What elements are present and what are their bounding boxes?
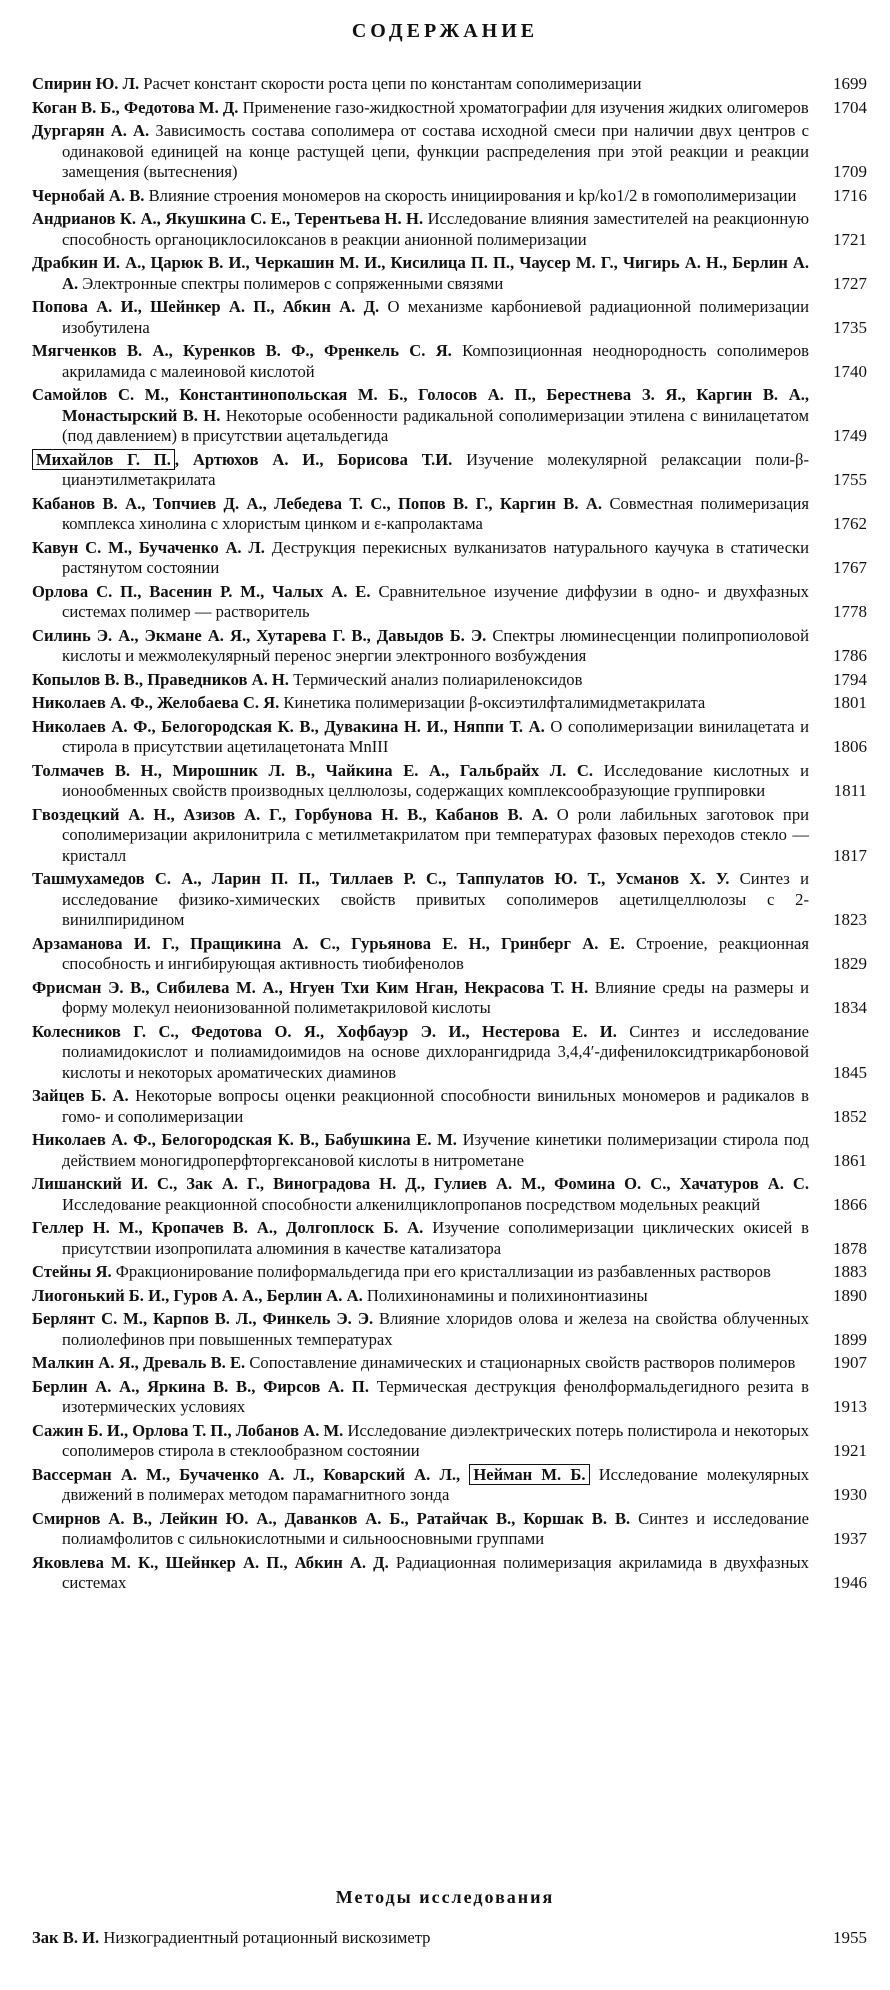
toc-entry [32, 1353, 867, 1374]
entry-text [32, 1086, 809, 1127]
entry-page: 1834 [833, 998, 867, 1017]
entry-authors: Орлова С. П., Васенин Р. М., Чалых А. Е. [32, 581, 371, 601]
entry-authors: Силинь Э. А., Экмане А. Я., Хутарева Г. В., Давыдов Б. Э. [32, 625, 487, 645]
entry-text [32, 717, 809, 758]
entry-authors: Мягченков В. А., Куренков В. Ф., Френкель С. Я. [32, 341, 452, 360]
entry-text [32, 253, 809, 294]
toc-entry [32, 1465, 867, 1506]
entry-text [32, 1353, 809, 1374]
toc-entry [32, 1509, 867, 1550]
entry-page: 1786 [833, 646, 867, 665]
entry-authors: Лиогонький Б. И., Гуров А. А., Берлин А. А. [32, 1285, 363, 1305]
entry-authors: Толмачев В. Н., Мирошник Л. В., Чайкина Е. А., Гальбрайх Л. С. [32, 760, 594, 780]
entry-text [32, 1465, 809, 1506]
entry-authors: Самойлов С. М., Константинопольская М. Б., Голосов А. П., Берестнева З. Я., Каргин В. А., Монастырский В. Н. [32, 385, 809, 425]
toc-list [32, 74, 867, 1597]
entry-title: Композиционная неоднородность сополимеров акриламида с малеиновой кислотой [62, 341, 810, 381]
entry-text [32, 74, 809, 95]
entry-page: 1913 [833, 1397, 867, 1416]
toc-entry [32, 1022, 867, 1084]
entry-title: Зависимость состава сополимера от состава исходной смеси при наличии двух центров с одинаковой единицей на конце растущей цепи, функции распределения при этой реакции и реакции замещения (вытеснения) [62, 121, 809, 181]
entry-page: 1794 [833, 669, 867, 689]
toc-entry [32, 693, 867, 714]
entry-authors: Лишанский И. С., Зак А. Г., Виноградова Н. Д., Гулиев А. М., Фомина О. С., Хачатуров А. С. [32, 1174, 809, 1193]
entry-title: Расчет констант скорости роста цепи по константам сополимеризации [143, 74, 642, 93]
boxed-author: Михайлов Г. П. [32, 449, 175, 470]
entry-page: 1907 [833, 1353, 867, 1372]
entry-text [32, 538, 809, 579]
entry-title: Влияние среды на размеры и форму молекул неионизованной полиметакриловой кислоты [62, 977, 809, 1017]
entry-authors: Копылов В. В., Праведников А. Н. [32, 669, 289, 689]
section-title: Методы исследования [335, 1887, 555, 1907]
entry-authors: Чернобай А. В. [32, 185, 145, 205]
entry-title: Синтез и исследование полиамфолитов с сильнокислотными и сильноосновными группами [62, 1508, 809, 1548]
toc-entry [32, 341, 867, 382]
entry-title: Исследование кислотных и ионообменных свойств производных целлюлозы, содержащих комплексообразующие группировки [62, 760, 809, 800]
entry-text [32, 1553, 809, 1594]
entry-text [32, 385, 809, 447]
entry-authors: Ташмухамедов С. А., Ларин П. П., Тиллаев Р. С., Таппулатов Ю. Т., Усманов Х. У. [32, 869, 730, 888]
entry-authors: Яковлева М. К., Шейнкер А. П., Абкин А. Д. [32, 1552, 389, 1572]
entry-title: Сравнительное изучение диффузии в одно- и двухфазных системах полимер — растворитель [62, 581, 809, 621]
entry-authors: Смирнов А. В., Лейкин Ю. А., Даванков А. Б., Ратайчак В., Коршак В. В. [32, 1508, 631, 1528]
entry-authors: Николаев А. Ф., Белогородская К. В., Дувакина Н. И., Няппи Т. А. [32, 716, 545, 736]
toc-entry [32, 1377, 867, 1418]
entry-page: 1930 [833, 1485, 867, 1504]
toc-entry [32, 253, 867, 294]
entry-text [32, 1022, 809, 1084]
entry-authors: Кавун С. М., Бучаченко А. Л. [32, 537, 265, 557]
toc-entry [32, 385, 867, 447]
entry-title: Исследование влияния заместителей на реакционную способность органоциклосилоксанов в реакции анионной полимеризации [62, 209, 809, 249]
toc-entry [32, 494, 867, 535]
entry-title: Радиационная полимеризация акриламида в двухфазных системах [62, 1552, 809, 1592]
entry-page: 1721 [833, 229, 867, 249]
entry-authors: Попова А. И., Шейнкер А. П., Абкин А. Д. [32, 297, 380, 316]
entry-authors: Дургарян А. А. [32, 121, 150, 140]
toc-entry [32, 98, 867, 119]
entry-text [32, 494, 809, 535]
entry-page: 1829 [833, 954, 867, 973]
toc-entry [32, 1421, 867, 1462]
entry-title: Некоторые вопросы оценки реакционной способности винильных мономеров и радикалов в гомо- и сополимеризации [62, 1086, 809, 1126]
toc-entry [32, 1553, 867, 1594]
last-entry-container [32, 1928, 867, 1952]
entry-text [32, 670, 809, 691]
entry-authors: Малкин А. Я., Древаль В. Е. [32, 1353, 246, 1372]
toc-entry [32, 1286, 867, 1307]
entry-text [32, 98, 809, 119]
toc-entry [32, 538, 867, 579]
entry-title: Термический анализ полиариленоксидов [293, 669, 583, 689]
entry-text [32, 341, 809, 382]
entry-page: 1817 [833, 845, 867, 865]
toc-entry [32, 1218, 867, 1259]
entry-title: Синтез и исследование полиамидокислот и полиамидоимидов на основе дихлорангидрида 3,4,4′-дифенилоксидтрикарбоновой кислоты и некоторых ароматических диаминов [62, 1021, 810, 1082]
entry-page: 1946 [833, 1573, 867, 1592]
entry-text [32, 1218, 809, 1259]
entry-authors: Вассерман А. М., Бучаченко А. Л., Коварский А. Л., [32, 1464, 461, 1484]
entry-authors: Фрисман Э. В., Сибилева М. А., Нгуен Тхи Ким Нган, Некрасова Т. Н. [32, 977, 589, 997]
toc-entry [32, 1130, 867, 1171]
toc-entry [32, 1174, 867, 1215]
entry-page: 1883 [833, 1262, 867, 1281]
entry-authors: Драбкин И. А., Царюк В. И., Черкашин М. И., Кисилица П. П., Чаусер М. Г., Чигирь А. Н., Берлин А. А. [32, 253, 809, 293]
entry-title: О механизме карбониевой радиационной полимеризации изобутилена [62, 297, 809, 337]
entry-page: 1806 [833, 737, 867, 756]
entry-title: Влияние хлоридов олова и железа на свойства облученных полиолефинов при повышенных температурах [62, 1309, 809, 1349]
entry-page: 1937 [833, 1529, 867, 1548]
entry-authors: Коган В. Б., Федотова М. Д. [32, 97, 239, 117]
entry-authors: Зак В. И. [32, 1928, 100, 1947]
toc-entry [32, 1086, 867, 1127]
entry-page: 1866 [833, 1194, 867, 1214]
entry-text [32, 626, 809, 667]
entry-title: Кинетика полимеризации β-оксиэтилфталимидметакрилата [283, 693, 706, 712]
entry-page: 1699 [833, 74, 867, 93]
entry-page: 1852 [833, 1106, 867, 1126]
entry-title: О роли лабильных заготовок при сополимеризации акрилонитрила с метилметакрилатом при температурах фазовых переходов стекло — кристалл [62, 804, 809, 865]
entry-authors: Николаев А. Ф., Белогородская К. В., Бабушкина Е. М. [32, 1130, 457, 1149]
entry-title: Совместная полимеризация комплекса хинолина с хлористым цинком и ε-капролактама [62, 493, 809, 533]
entry-text [32, 693, 809, 714]
entry-authors: Геллер Н. М., Кропачев В. А., Долгоплоск Б. А. [32, 1218, 424, 1237]
entry-text [32, 869, 809, 931]
toc-entry [32, 670, 867, 691]
toc-entry [32, 582, 867, 623]
toc-entry [32, 761, 867, 802]
toc-entry [32, 934, 867, 975]
entry-page: 1878 [833, 1238, 867, 1258]
entry-title: Исследование молекулярных движений в полимерах методом парамагнитного зонда [62, 1464, 810, 1504]
entry-authors: Сажин Б. И., Орлова Т. П., Лобанов А. М. [32, 1420, 344, 1440]
entry-page: 1704 [833, 97, 867, 117]
entry-text [32, 297, 809, 338]
entry-authors: Стейны Я. [32, 1262, 112, 1281]
entry-title: Сопоставление динамических и стационарных свойств растворов полимеров [249, 1353, 796, 1372]
toc-entry [32, 297, 867, 338]
entry-page: 1955 [833, 1928, 867, 1947]
entry-title: Применение газо-жидкостной хроматографии для изучения жидких олигомеров [242, 97, 809, 117]
toc-entry [32, 717, 867, 758]
entry-title: Влияние строения мономеров на скорость инициирования и kp/ko1/2 в гомополимеризации [148, 185, 797, 205]
entry-authors: , Артюхов А. И., Борисова Т.И. [174, 449, 453, 469]
entry-text [32, 209, 809, 250]
entry-page: 1767 [833, 558, 867, 577]
entry-page: 1740 [833, 361, 867, 381]
entry-title: Деструкция перекисных вулканизатов натурального каучука в статически растянутом состоянии [62, 537, 809, 577]
entry-text [32, 1262, 809, 1283]
entry-title: Изучение сополимеризации циклических окисей в присутствии изопропилата алюминия в качестве катализатора [62, 1218, 809, 1258]
entry-page: 1899 [833, 1329, 867, 1349]
entry-authors: Зайцев Б. А. [32, 1086, 129, 1105]
entry-page: 1755 [833, 470, 867, 489]
toc-entry [32, 626, 867, 667]
entry-page: 1845 [833, 1062, 867, 1082]
entry-text [32, 186, 809, 207]
toc-entry [32, 869, 867, 931]
entry-page: 1861 [833, 1150, 867, 1170]
entry-text [32, 1174, 809, 1215]
entry-authors: Берлин А. А., Яркина В. В., Фирсов А. П. [32, 1376, 369, 1396]
entry-page: 1735 [833, 317, 867, 337]
entry-text [32, 1509, 809, 1550]
entry-title: Электронные спектры полимеров с сопряженными связями [82, 273, 504, 293]
entry-authors: Спирин Ю. Л. [32, 74, 140, 93]
toc-entry [32, 209, 867, 250]
entry-title: Синтез и исследование физико-химических свойств привитых сополимеров ацетилцеллюлозы с 2-винилпиридином [62, 869, 809, 929]
entry-page: 1921 [833, 1441, 867, 1460]
entry-page: 1716 [833, 185, 867, 205]
toc-entry [32, 450, 867, 491]
entry-text [32, 582, 809, 623]
entry-text [32, 1421, 809, 1462]
toc-entry [32, 186, 867, 207]
entry-title: Исследование реакционной способности алкенилциклопропанов посредством модельных реакций [62, 1194, 761, 1214]
entry-title: Изучение молекулярной релаксации поли-β-цианэтилметакрилата [62, 449, 809, 489]
entry-authors: Берлянт С. М., Карпов В. Л., Финкель Э. Э. [32, 1309, 374, 1328]
toc-entry [32, 1262, 867, 1283]
toc-entry [32, 1928, 867, 1949]
entry-page: 1778 [833, 602, 867, 621]
toc-entry [32, 74, 867, 95]
entry-text [32, 934, 809, 975]
entry-text [32, 761, 809, 802]
toc-entry [32, 1309, 867, 1350]
entry-text [32, 1928, 809, 1949]
entry-page: 1890 [833, 1285, 867, 1305]
entry-title: Спектры люминесценции полипропиоловой кислоты и межмолекулярный перенос энергии электронного возбуждения [62, 625, 809, 665]
entry-title: Фракционирование полиформальдегида при его кристаллизации из разбавленных растворов [115, 1262, 771, 1281]
entry-page: 1727 [833, 273, 867, 293]
entry-text [32, 978, 809, 1019]
entry-page: 1811 [833, 781, 867, 800]
toc-entry [32, 978, 867, 1019]
entry-authors: Андрианов К. А., Якушкина С. Е., Терентьева Н. Н. [32, 209, 424, 228]
toc-entry [32, 805, 867, 867]
entry-title: Полихинонамины и полихинонтиазины [366, 1285, 648, 1305]
entry-title: Низкоградиентный ротационный вискозиметр [103, 1928, 431, 1947]
entry-page: 1749 [833, 426, 867, 445]
entry-title: Исследование диэлектрических потерь полистирола и некоторых сополимеров стирола в стеклообразном состоянии [62, 1420, 809, 1460]
entry-text [32, 1286, 809, 1307]
entry-authors: Арзаманова И. Г., Пращикина А. С., Гурьянова Е. Н., Гринберг А. Е. [32, 933, 625, 953]
entry-page: 1762 [833, 514, 867, 533]
entry-authors: Колесников Г. С., Федотова О. Я., Хофбауэр Э. И., Нестерова Е. И. [32, 1021, 617, 1041]
boxed-author: Нейман М. Б. [469, 1464, 589, 1485]
entry-text [32, 1309, 809, 1350]
entry-title: Строение, реакционная способность и ингибирующая активность тиобифенолов [62, 933, 809, 973]
entry-page: 1801 [833, 693, 867, 712]
entry-authors: Гвоздецкий А. Н., Азизов А. Г., Горбунова Н. В., Кабанов В. А. [32, 804, 548, 824]
entry-title: Изучение кинетики полимеризации стирола под действием моногидроперфторгексановой кислоты в нитрометане [62, 1130, 809, 1170]
entry-page: 1709 [833, 162, 867, 181]
toc-entry [32, 121, 867, 183]
entry-text [32, 805, 809, 867]
entry-authors: Кабанов В. А., Топчиев Д. А., Лебедева Т. С., Попов В. Г., Каргин В. А. [32, 493, 603, 513]
entry-title: О сополимеризации винилацетата и стирола в присутствии ацетилацетоната MnIII [62, 716, 809, 756]
page-title: СОДЕРЖАНИЕ [351, 20, 539, 42]
entry-title: Некоторые особенности радикальной сополимеризации этилена с винилацетатом (под давлением) в присутствии ацетальдегида [62, 405, 810, 445]
entry-page: 1823 [833, 910, 867, 929]
entry-text [32, 1130, 809, 1171]
entry-text [32, 1377, 809, 1418]
entry-title: Термическая деструкция фенолформальдегидного резита в изотермических условиях [62, 1376, 809, 1416]
entry-text [32, 450, 809, 491]
entry-text [32, 121, 809, 183]
entry-authors: Николаев А. Ф., Желобаева С. Я. [32, 693, 280, 712]
